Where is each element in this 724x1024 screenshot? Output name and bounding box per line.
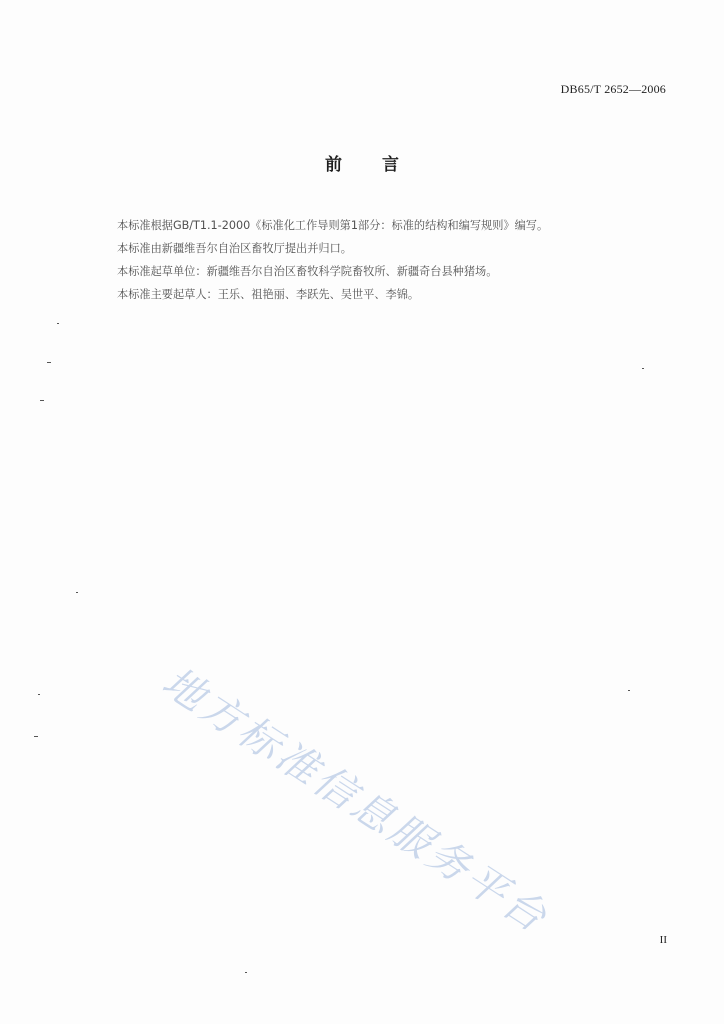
title-char-2: 言 <box>382 155 399 175</box>
scan-speck <box>76 592 78 593</box>
foreword-line: 本标准起草单位：新疆维吾尔自治区畜牧科学院畜牧所、新疆奇台县种猪场。 <box>117 265 498 278</box>
document-code: DB65/T 2652—2006 <box>560 82 666 96</box>
scan-speck <box>47 362 51 363</box>
title-char-1: 前 <box>325 155 342 175</box>
scan-speck <box>38 694 40 695</box>
scan-speck <box>628 690 630 691</box>
foreword-line: 本标准根据GB/T1.1-2000《标准化工作导则第1部分：标准的结构和编写规则》编写。 <box>117 219 549 232</box>
page-number: II <box>659 934 667 946</box>
scan-speck <box>40 400 44 401</box>
foreword-line: 本标准由新疆维吾尔自治区畜牧厅提出并归口。 <box>117 242 352 255</box>
foreword-body <box>117 214 637 306</box>
foreword-line: 本标准主要起草人：王乐、祖艳丽、李跃先、吴世平、李锦。 <box>117 288 420 301</box>
scan-speck <box>642 368 644 369</box>
watermark: 地方标准信息服务平台 <box>153 657 558 943</box>
scan-speck <box>57 323 59 324</box>
page-title <box>0 150 724 175</box>
scan-speck <box>245 972 247 973</box>
scan-speck <box>34 736 38 737</box>
